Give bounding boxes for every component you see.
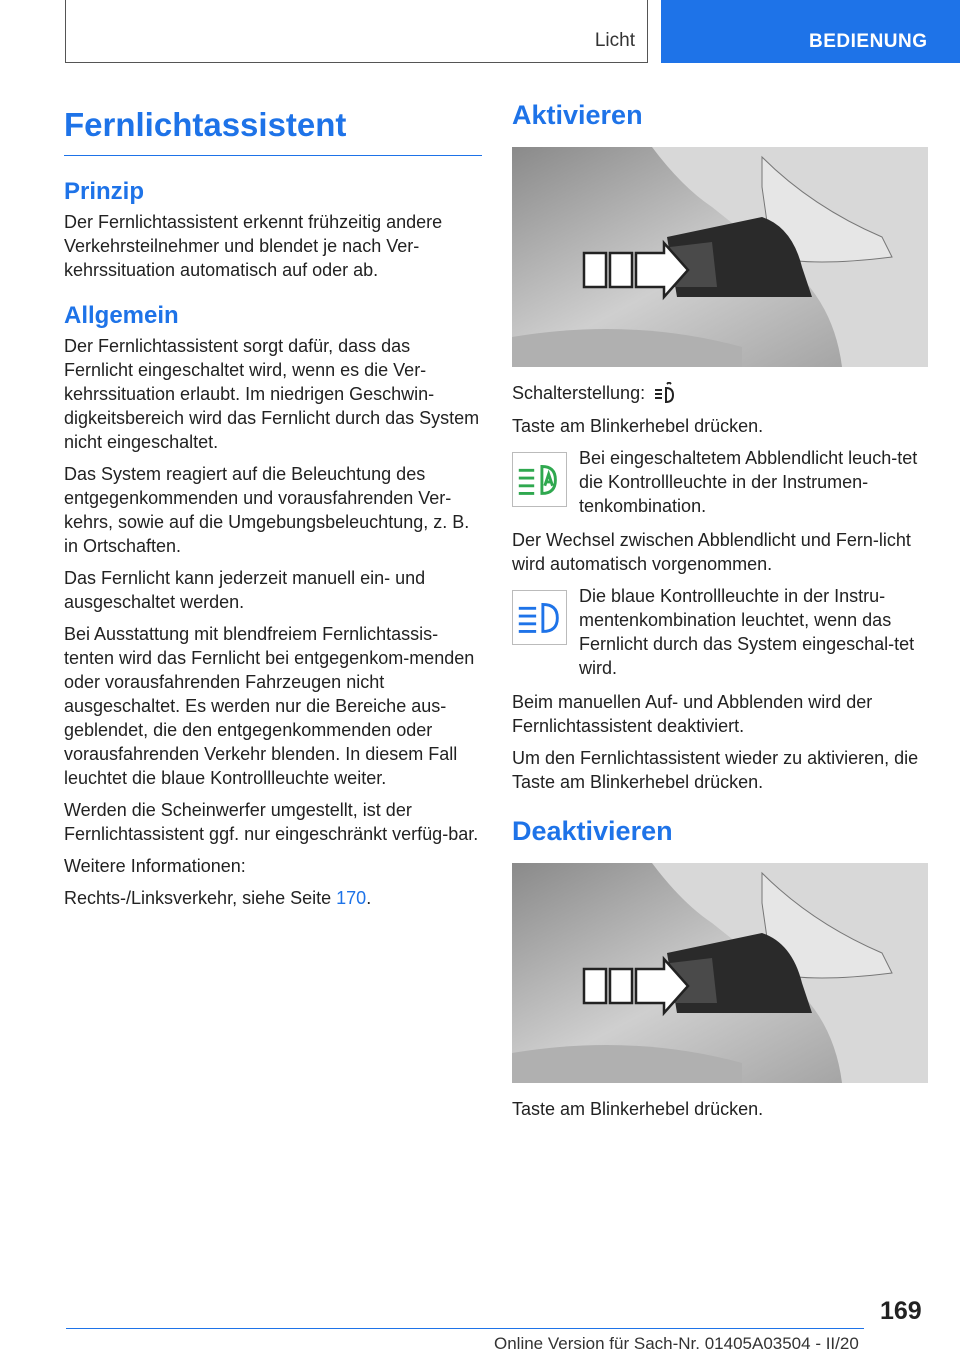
section-allgemein — [64, 302, 482, 910]
allgemein-p2: Das System reagiert auf die Beleuchtung des entgegenkommenden und vorausfahrenden Ver-kehrs, sowie auf die Umgebungsbeleuchtung, z. B. in Ortschaften. — [64, 464, 470, 556]
switch-position — [512, 381, 930, 406]
lever-photo-activate — [512, 147, 928, 367]
header-tab-label: BEDIENUNG — [809, 31, 928, 52]
wechsel-text: Der Wechsel zwischen Abblendlicht und Fern-licht wird automatisch vorgenommen. — [512, 530, 911, 575]
note-blue-text: Die blaue Kontrollleuchte in der Instru-mentenkombination leuchtet, wenn das Fernlicht durch das System eingeschal-tet wird. — [579, 586, 915, 679]
step-activate: Taste am Blinkerhebel drücken. — [512, 416, 764, 437]
note-green-indicator — [512, 446, 930, 518]
prinzip-text: Der Fernlichtassistent erkennt frühzeitig andere Verkehrsteilnehmer und blendet je nach Ver-kehrssituation automatisch auf oder ab. — [64, 212, 443, 280]
switch-label: Schalterstellung: — [512, 383, 646, 403]
note-blue-indicator — [512, 584, 930, 680]
step-deactivate: Taste am Blinkerhebel drücken. — [512, 1099, 764, 1120]
allgemein-reference — [64, 886, 482, 910]
heading-prinzip: Prinzip — [64, 178, 145, 205]
header-box — [65, 0, 648, 63]
header-section: Licht — [594, 30, 635, 51]
note-green-text: Bei eingeschaltetem Abblendlicht leuch-tet die Kontrollleuchte in der Instrumen-tenkombination. — [579, 448, 918, 517]
allgemein-p3: Das Fernlicht kann jederzeit manuell ein- und ausgeschaltet werden. — [64, 568, 426, 612]
page-title: Fernlichtassistent — [64, 106, 347, 143]
page-link[interactable]: 170 — [336, 888, 367, 908]
manual-text: Beim manuellen Auf- und Abblenden wird der Fernlichtassistent deaktiviert. — [512, 692, 873, 737]
heading-allgemein: Allgemein — [64, 302, 179, 329]
left-column — [64, 100, 482, 930]
high-beam-assist-icon — [651, 382, 679, 406]
lever-photo-deactivate — [512, 863, 928, 1083]
section-prinzip — [64, 178, 482, 282]
reference-text: Rechts-/Linksverkehr, siehe Seite — [64, 888, 337, 908]
footer-rule — [66, 1328, 864, 1329]
right-column — [512, 100, 930, 1129]
heading-aktivieren: Aktivieren — [512, 100, 643, 130]
page-number: 169 — [880, 1297, 922, 1325]
reactivate-text: Um den Fernlichtassistent wieder zu aktivieren, die Taste am Blinkerhebel drücken. — [512, 748, 919, 793]
allgemein-p4: Bei Ausstattung mit blendfreiem Fernlichtassis-tenten wird das Fernlicht bei entgegenkom-menden oder vorausfahrenden Fahrzeugen nicht ausgeschaltet. Es werden nur die Bereiche aus-geblendet, die den entgegenkommenden oder vorausfahrenden Verkehr blenden. In diesem Fall leuchtet die blaue Kontrollleuchte weiter. — [64, 624, 475, 788]
reference-end: . — [366, 888, 372, 908]
footer-text: Online Version für Sach-Nr. 01405A03504 - II/20 — [494, 1334, 859, 1353]
green-indicator-icon — [512, 452, 567, 507]
header-tab — [661, 0, 960, 63]
allgemein-p5: Werden die Scheinwerfer umgestellt, ist der Fernlichtassistent ggf. nur eingeschränkt verfüg-bar. — [64, 800, 479, 844]
title-rule — [64, 155, 482, 156]
allgemein-p1: Der Fernlichtassistent sorgt dafür, dass das Fernlicht eingeschaltet wird, wenn es die Ver-kehrssituation erlaubt. Im niedrigen Geschwin-digkeitsbereich wird das Fernlicht durch das System nicht eingeschaltet. — [64, 336, 480, 452]
blue-indicator-icon — [512, 590, 567, 645]
heading-deaktivieren: Deaktivieren — [512, 816, 673, 847]
allgemein-p6: Weitere Informationen: — [64, 856, 246, 876]
